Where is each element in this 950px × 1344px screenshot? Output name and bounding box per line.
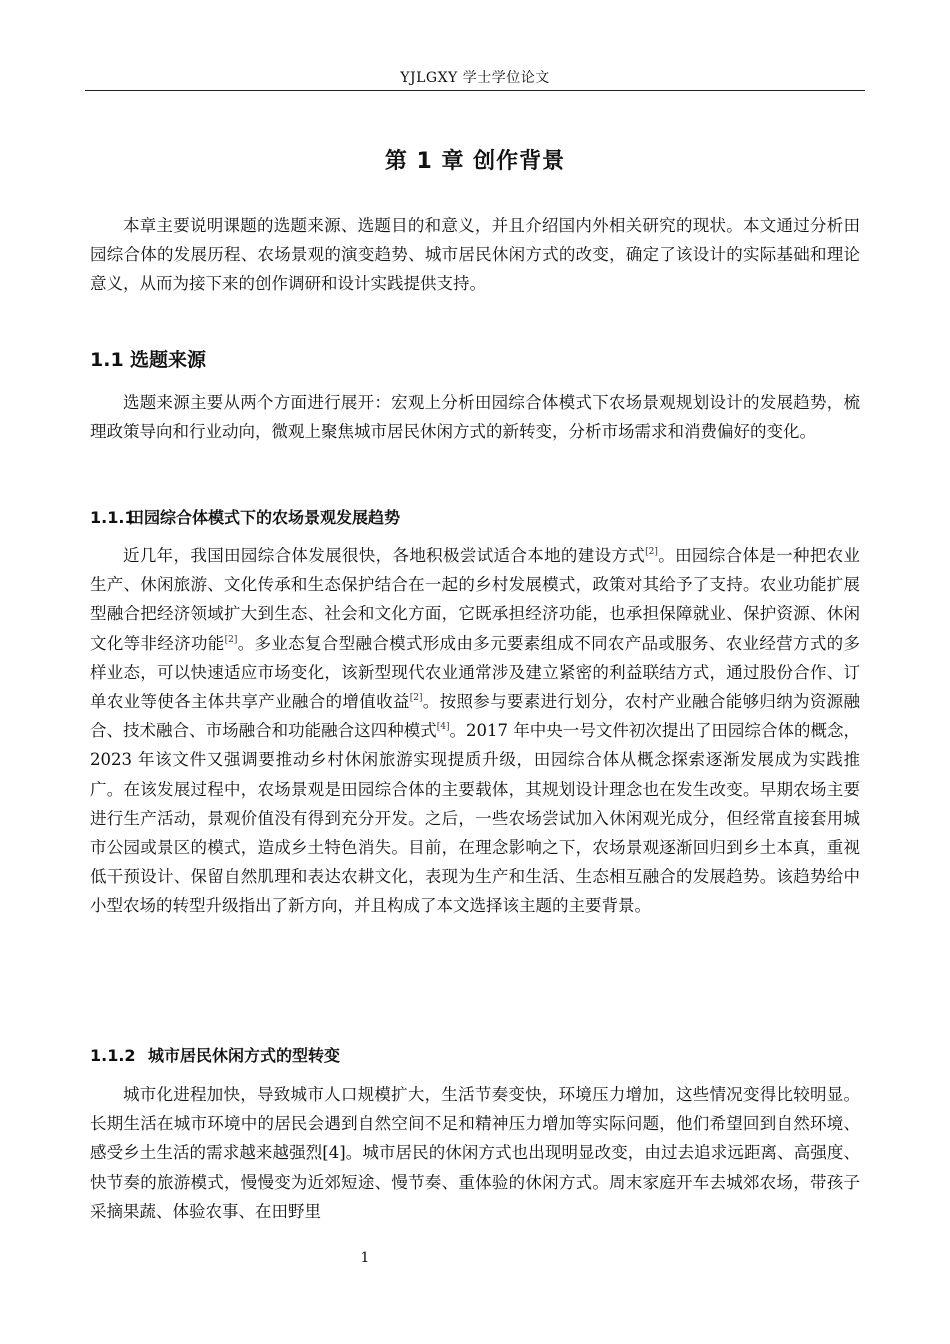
section-number: 1.1.2 bbox=[90, 1046, 136, 1065]
section-heading-1-1 bbox=[90, 347, 206, 373]
chapter-title: 第 1 章 创作背景 bbox=[384, 149, 566, 174]
section-title: 选题来源 bbox=[130, 349, 207, 371]
section-title: 田园综合体模式下的农场景观发展趋势 bbox=[128, 508, 401, 527]
citation: [2] bbox=[645, 547, 658, 557]
section-1-1-2-paragraph: 城市化进程加快，导致城市人口规模扩大，生活节奏变快，环境压力增加，这些情况变得比较明显。长期生活在城市环境中的居民会遇到自然空间不足和精神压力增加等实际问题，他们希望回到自然环境、感受乡土生活的需求越来越强烈[4]。城市居民的休闲方式也出现明显改变，由过去追求远距离、高强度、快节奏的旅游模式，慢慢变为近郊短途、慢节奏、重体验的休闲方式。周末家庭开车去城郊农场，带孩子采摘果蔬、体验农事、在田野里 bbox=[90, 1085, 860, 1221]
running-header: YJLGXY 学士学位论文 bbox=[400, 70, 550, 86]
page-number: 1 bbox=[360, 1250, 370, 1266]
text-segment: 。按照参与要素进行划分，农村产业融合能够归纳为资源融合、技术融合、市场融合和功能融合这四种模式 bbox=[90, 692, 861, 741]
citation: [4] bbox=[436, 722, 450, 733]
header-rule bbox=[85, 90, 865, 91]
text-segment: 。田园综合体是一种把农业生产、休闲旅游、文化传承和生态保护结合在一起的乡村发展模式，政策对其给予了支持。农业功能扩展型融合把经济领域扩大到生态、社会和文化方面，它既承担经济功能，也承担保障就业、保护资源、休闲文化等非经济功能 bbox=[90, 546, 861, 653]
section-1-1-paragraph: 选题来源主要从两个方面进行展开：宏观上分析田园综合体模式下农场景观规划设计的发展趋势，梳理政策导向和行业动向，微观上聚焦城市居民休闲方式的新转变，分析市场需求和消费偏好的变化。 bbox=[90, 393, 860, 442]
section-number: 1.1.1 bbox=[90, 508, 136, 527]
text-segment: 。多业态复合型融合模式形成由多元要素组成不同农产品或服务、农业经营方式的多样业态，可以快速适应市场变化，该新型现代农业通常涉及建立紧密的利益联结方式，通过股份合作、订单农业等使各主体共享产业融合的增值收益 bbox=[90, 633, 861, 712]
text-segment: 近几年，我国田园综合体发展很快，各地积极尝试适合本地的建设方式 bbox=[123, 546, 646, 565]
citation: [2] bbox=[224, 634, 238, 645]
intro-paragraph: 本章主要说明课题的选题来源、选题目的和意义，并且介绍国内外相关研究的现状。本文通过分析田园综合体的发展历程、农场景观的演变趋势、城市居民休闲方式的改变，确定了该设计的实际基础和理论意义，从而为接下来的创作调研和设计实践提供支持。 bbox=[90, 216, 860, 294]
section-1-1-1-paragraph bbox=[90, 541, 860, 921]
section-title: 城市居民休闲方式的型转变 bbox=[148, 1046, 341, 1065]
section-heading-1-1-1 bbox=[90, 507, 400, 529]
text-segment: 。2017 年中央一号文件初次提出了田园综合体的概念，2023 年该文件又强调要推动乡村休闲旅游实现提质升级，田园综合体从概念探索逐渐发展成为实践推广。在该发展过程中，农场景观是田园综合体的主要载体，其规划设计理念也在发生改变。早期农场主要进行生产活动，景观价值没有得到充分开发。之后，一些农场尝试加入休闲观光成分，但经常直接套用城市公园或景区的模式，造成乡土特色消失。目前，在理念影响之下，农场景观逐渐回归到乡土本真，重视低干预设计、保留自然肌理和表达农耕文化，表现为生产和生活、生态相互融合的发展趋势。该趋势给中小型农场的转型升级指出了新方向，并且构成了本文选择该主题的主要背景。 bbox=[90, 721, 860, 916]
section-number: 1.1 bbox=[90, 349, 124, 371]
citation: [2] bbox=[409, 693, 423, 704]
section-heading-1-1-2 bbox=[90, 1045, 340, 1067]
